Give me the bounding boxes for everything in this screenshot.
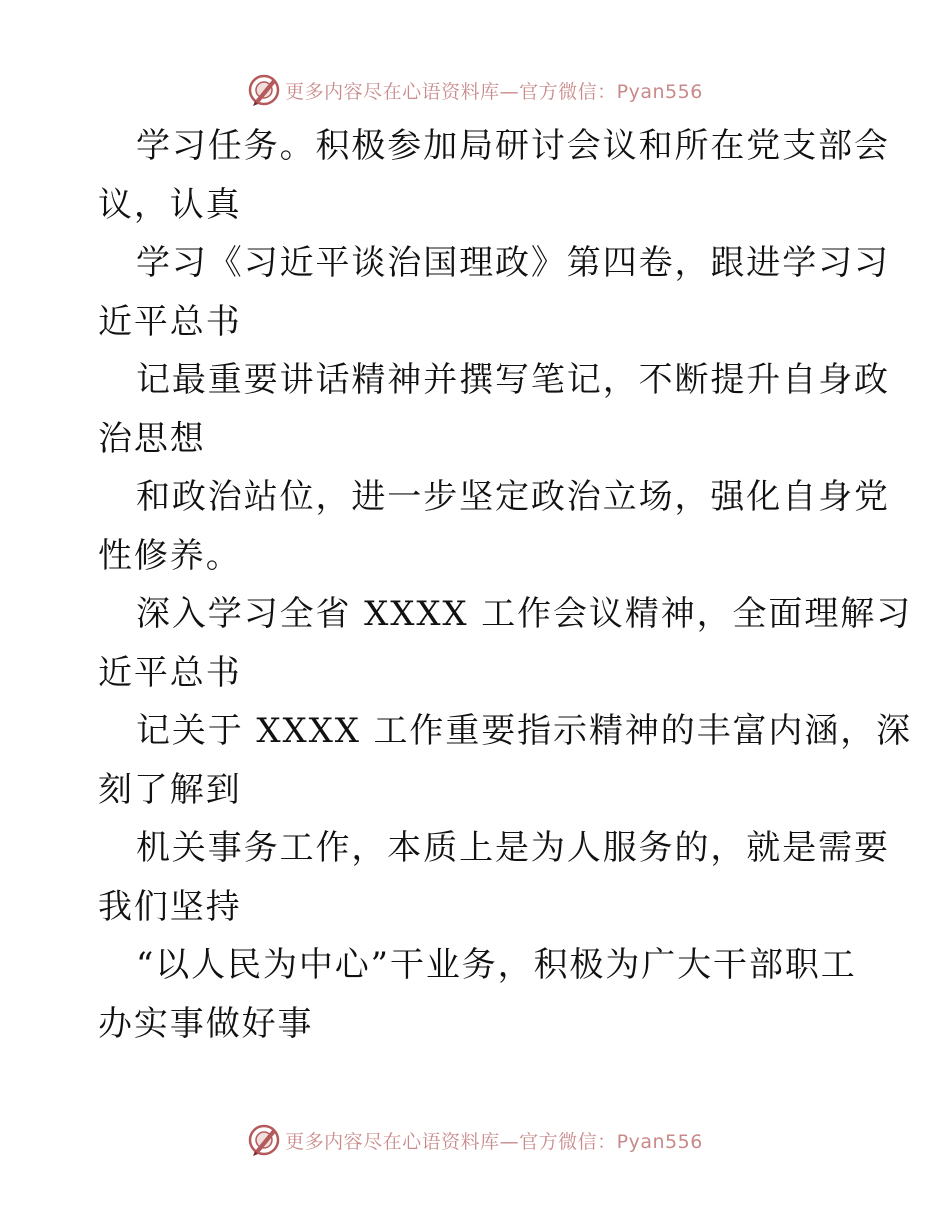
text-line: 学习《习近平谈治国理政》第四卷，跟进学习习 (136, 243, 890, 283)
text-line: 机关事务工作，本质上是为人服务的，就是需要 (136, 828, 890, 868)
watermark-text: 更多内容尽在心语资料库—官方微信：Pyan556 (285, 80, 703, 103)
text-line: 近平总书 (98, 301, 242, 342)
text-line: 记最重要讲话精神并撰写笔记，不断提升自身政 (136, 360, 890, 400)
text-line: 我们坚持 (98, 886, 242, 927)
text-line: 刻了解到 (98, 769, 242, 810)
header-watermark (0, 70, 950, 110)
text-line: 治思想 (98, 418, 206, 459)
text-line: 和政治站位，进一步坚定政治立场，强化自身党 (136, 477, 890, 517)
text-line: “以人民为中心”干业务，积极为广大干部职工 (136, 945, 857, 985)
text-line: 近平总书 (98, 652, 242, 693)
watermark-text: 更多内容尽在心语资料库—官方微信：Pyan556 (285, 1130, 703, 1153)
text-line: 办实事做好事 (98, 1003, 314, 1044)
text-line: 深入学习全省 XXXX 工作会议精神，全面理解习 (136, 594, 913, 634)
text-line: 记关于 XXXX 工作重要指示精神的丰富内涵，深 (136, 711, 913, 751)
text-line: 学习任务。积极参加局研讨会议和所在党支部会 (136, 126, 890, 166)
pen-logo-icon (247, 1123, 281, 1157)
text-line: 性修养。 (98, 535, 242, 576)
document-body (98, 117, 913, 1053)
text-line: 议，认真 (98, 184, 242, 225)
footer-watermark (0, 1120, 950, 1160)
pen-logo-icon (247, 73, 281, 107)
